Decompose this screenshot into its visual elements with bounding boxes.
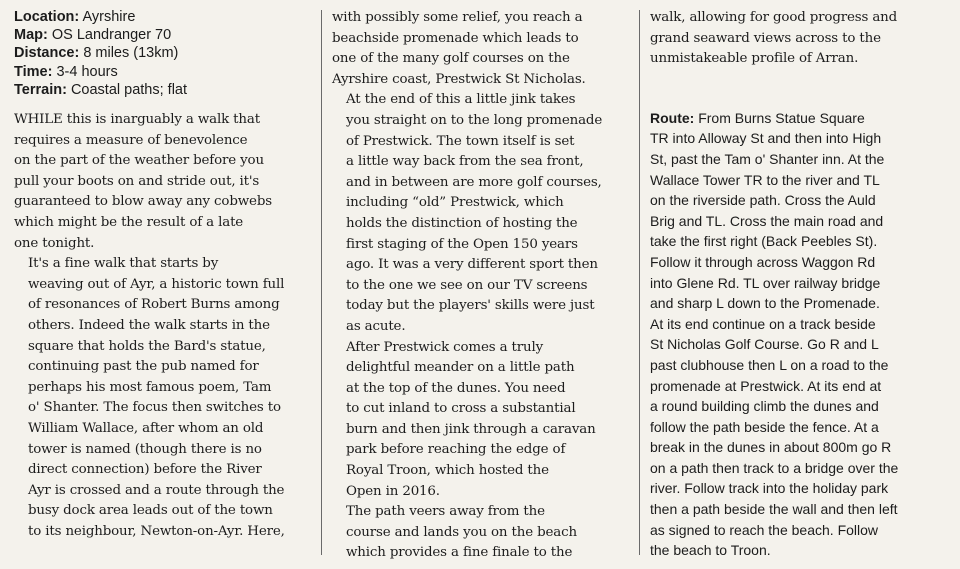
text-line: Open in 2016. bbox=[346, 483, 440, 499]
text-line: on the part of the weather before you bbox=[14, 153, 264, 169]
text-line: as signed to reach the beach. Follow bbox=[650, 521, 879, 538]
fact-map: Map: OS Landranger 70 bbox=[14, 27, 172, 44]
text-line: today but the players' skills were just bbox=[346, 298, 595, 314]
text-line: continuing past the pub named for bbox=[28, 359, 259, 375]
paragraph bbox=[332, 338, 628, 503]
text-line: Royal Troon, which hosted the bbox=[346, 463, 549, 479]
text-line: guaranteed to blow away any cobwebs bbox=[14, 194, 272, 210]
text-line: burn and then jink through a caravan bbox=[346, 421, 596, 437]
text-line: St Nicholas Golf Course. Go R and L bbox=[650, 336, 879, 353]
text-line: busy dock area leads out of the town bbox=[28, 503, 273, 519]
text-line: with possibly some relief, you reach a bbox=[332, 10, 583, 25]
fact-terrain: Terrain: Coastal paths; flat bbox=[14, 81, 188, 98]
text-line: the beach to Troon. bbox=[650, 542, 771, 559]
text-line: a round building climb the dunes and bbox=[650, 398, 879, 415]
text-line: grand seaward views across to the bbox=[650, 30, 881, 46]
fact-location: Location: Ayrshire bbox=[14, 9, 136, 25]
route-label: Route: bbox=[650, 109, 695, 126]
text-line: Ayr is crossed and a route through the bbox=[28, 482, 285, 498]
text-line: of resonances of Robert Burns among bbox=[28, 297, 280, 313]
text-line: Ayrshire coast, Prestwick St Nicholas. bbox=[332, 71, 586, 87]
text-line: and in between are more golf courses, bbox=[346, 174, 602, 190]
route-box bbox=[650, 108, 948, 561]
text-line: weaving out of Ayr, a historic town full bbox=[28, 276, 285, 292]
text-line: park before reaching the edge of bbox=[346, 442, 566, 458]
route-text bbox=[650, 128, 948, 560]
text-line: o' Shanter. The focus then switches to bbox=[28, 400, 281, 416]
column-3 bbox=[650, 0, 948, 561]
fact-time: Time: 3-4 hours bbox=[14, 63, 118, 80]
text-line: and sharp L down to the Promenade. bbox=[650, 295, 880, 312]
article-body-col3 bbox=[650, 8, 948, 70]
article-body-col1 bbox=[14, 110, 312, 542]
text-line: pull your boots on and stride out, it's bbox=[14, 173, 260, 189]
text-line: direct connection) before the River bbox=[28, 462, 262, 478]
text-line: unmistakeable profile of Arran. bbox=[650, 51, 859, 67]
text-line: follow the path beside the fence. At a bbox=[650, 418, 879, 435]
text-line: The path veers away from the bbox=[346, 504, 545, 520]
text-line: past clubhouse then L on a road to the bbox=[650, 356, 889, 373]
fact-box bbox=[14, 8, 312, 99]
text-line: to cut inland to cross a substantial bbox=[346, 401, 576, 417]
fact-distance: Distance: 8 miles (13km) bbox=[14, 45, 179, 62]
text-line: holds the distinction of hosting the bbox=[346, 215, 578, 231]
text-line: Brig and TL. Cross the main road and bbox=[650, 212, 884, 229]
text-line: first staging of the Open 150 years bbox=[346, 236, 578, 252]
text-line: river. Follow track into the holiday park bbox=[650, 480, 889, 497]
paragraph bbox=[14, 254, 312, 542]
text-line: then a path beside the wall and then left bbox=[650, 501, 898, 518]
text-line: one of the many golf courses on the bbox=[332, 51, 570, 67]
text-line: At its end continue on a track beside bbox=[650, 315, 876, 332]
text-line: course and lands you on the beach bbox=[346, 524, 577, 540]
paragraph bbox=[14, 110, 312, 254]
text-line: St, past the Tam o' Shanter inn. At the bbox=[650, 150, 885, 167]
text-line: WHILE this is inarguably a walk that bbox=[14, 112, 260, 128]
text-line: It's a fine walk that starts by bbox=[28, 256, 219, 272]
text-line: Follow it through across Waggon Rd bbox=[650, 253, 876, 270]
text-line: tower is named (though there is no bbox=[28, 441, 262, 457]
text-line: TR into Alloway St and then into High bbox=[650, 130, 882, 147]
text-line: beachside promenade which leads to bbox=[332, 30, 579, 46]
text-line: to its neighbour, Newton-on-Ayr. Here, bbox=[28, 523, 285, 539]
text-line: you straight on to the long promenade bbox=[346, 112, 603, 128]
text-line: delightful meander on a little path bbox=[346, 360, 575, 376]
paragraph bbox=[332, 90, 628, 337]
text-line: square that holds the Bard's statue, bbox=[28, 338, 266, 354]
text-line: ago. It was a very different sport then bbox=[346, 257, 598, 273]
article-body-col2 bbox=[332, 8, 628, 564]
text-line: one tonight. bbox=[14, 235, 95, 251]
text-line: take the first right (Back Peebles St). bbox=[650, 233, 878, 250]
text-line: At the end of this a little jink takes bbox=[346, 92, 576, 108]
text-line: promenade at Prestwick. At its end at bbox=[650, 377, 882, 394]
text-line: walk, allowing for good progress and bbox=[650, 10, 898, 25]
text-line: which provides a fine finale to the bbox=[346, 545, 573, 561]
text-line: break in the dunes in about 800m go R bbox=[650, 439, 892, 456]
text-line: to the one we see on our TV screens bbox=[346, 277, 588, 293]
text-line: as acute. bbox=[346, 318, 406, 334]
text-line: William Wallace, after whom an old bbox=[28, 420, 264, 436]
text-line: on a path then track to a bridge over the bbox=[650, 459, 899, 476]
text-line: perhaps his most famous poem, Tam bbox=[28, 379, 272, 395]
text-line: including “old” Prestwick, which bbox=[346, 195, 564, 211]
text-line: at the top of the dunes. You need bbox=[346, 380, 566, 396]
column-2 bbox=[332, 0, 628, 564]
route-first-line: Route: From Burns Statue Square bbox=[650, 109, 865, 126]
text-line: requires a measure of benevolence bbox=[14, 132, 248, 148]
text-line: into Glene Rd. TL over railway bridge bbox=[650, 274, 881, 291]
text-line: Wallace Tower TR to the river and TL bbox=[650, 171, 880, 188]
column-1 bbox=[14, 0, 312, 542]
paragraph bbox=[332, 502, 628, 564]
text-line: which might be the result of a late bbox=[14, 214, 244, 230]
text-line: others. Indeed the walk starts in the bbox=[28, 317, 270, 333]
column-divider bbox=[321, 10, 322, 555]
text-line: on the riverside path. Cross the Auld bbox=[650, 192, 876, 209]
text-line: a little way back from the sea front, bbox=[346, 154, 584, 170]
column-divider bbox=[639, 10, 640, 555]
paragraph bbox=[332, 8, 628, 90]
paragraph bbox=[650, 8, 948, 70]
text-line: of Prestwick. The town itself is set bbox=[346, 133, 575, 149]
text-line: After Prestwick comes a truly bbox=[346, 339, 544, 355]
